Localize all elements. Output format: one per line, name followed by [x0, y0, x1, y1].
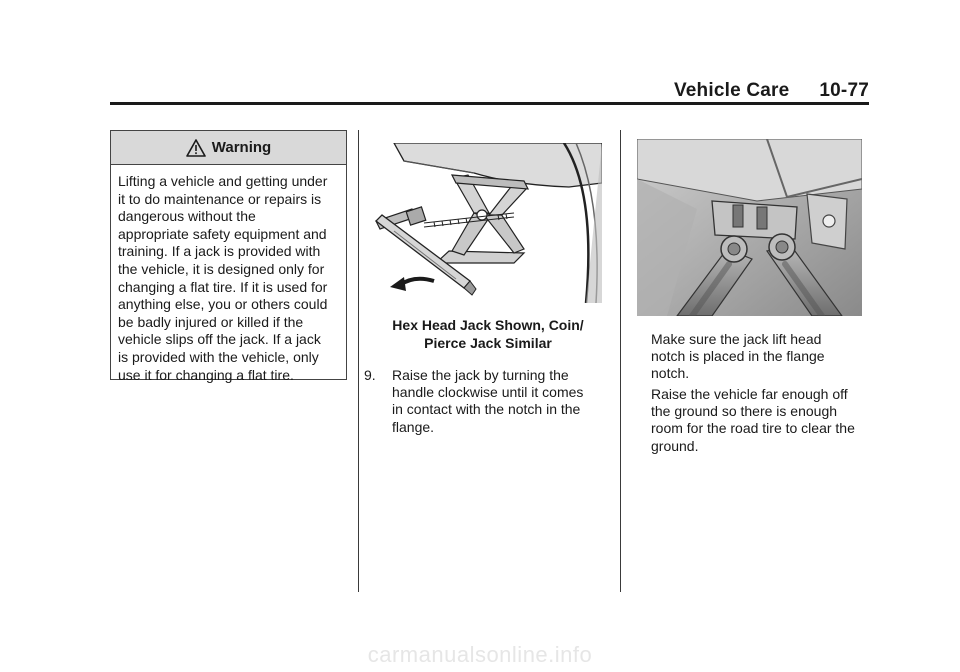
page-number: 10-77: [819, 80, 869, 101]
warning-line: be badly injured or killed if the: [118, 313, 304, 330]
step-9: [364, 367, 614, 436]
figure-caption: [366, 316, 610, 352]
jack-illustration: [364, 143, 602, 303]
step-line: in contact with the notch in the: [392, 401, 581, 418]
column-divider-1: [358, 130, 359, 592]
step-number: 9.: [364, 367, 376, 383]
warning-line: the vehicle, it is designed only for: [118, 260, 325, 277]
section-title: Vehicle Care: [673, 80, 790, 101]
warning-text: [111, 165, 346, 384]
warning-line: is provided with the vehicle, only: [118, 348, 319, 365]
para-line: Raise the vehicle far enough off: [651, 386, 848, 402]
jack-notch-photo: [637, 139, 862, 316]
rotation-arrow-icon: [390, 277, 434, 291]
warning-title: Warning: [211, 139, 272, 156]
para-line: Make sure the jack lift head: [651, 331, 822, 347]
warning-line: dangerous without the: [118, 208, 256, 225]
step-line: flange.: [392, 418, 435, 435]
warning-line: appropriate safety equipment and: [118, 225, 327, 242]
warning-line: Lifting a vehicle and getting under: [118, 173, 328, 189]
step-line: handle clockwise until it comes: [392, 384, 584, 401]
warning-header: [111, 131, 346, 165]
caption-line: Hex Head Jack Shown, Coin/: [392, 317, 584, 333]
warning-triangle-icon: [186, 139, 206, 157]
warning-line: changing a flat tire. If it is used for: [118, 278, 328, 295]
instruction-paragraph-1: [651, 331, 876, 383]
instruction-paragraph-2: [651, 386, 876, 455]
para-line: room for the road tire to clear the: [651, 420, 855, 437]
para-line: the ground so there is enough: [651, 403, 838, 420]
warning-line: training. If a jack is provided with: [118, 243, 321, 260]
step-line: Raise the jack by turning the: [392, 367, 569, 383]
page-header: [110, 80, 869, 104]
para-line: notch is placed in the flange: [651, 348, 825, 365]
para-line: ground.: [651, 437, 699, 454]
header-rule: [110, 102, 869, 105]
warning-line: anything else, you or others could: [118, 296, 328, 313]
para-line: notch.: [651, 365, 690, 382]
step-text: [392, 367, 614, 436]
warning-line: it to do maintenance or repairs is: [118, 190, 322, 207]
caption-line: Pierce Jack Similar: [424, 335, 552, 351]
warning-line: vehicle slips off the jack. If a jack: [118, 331, 321, 348]
watermark: carmanualsonline.info: [367, 642, 593, 667]
warning-line: use it for changing a flat tire.: [118, 366, 294, 383]
column-divider-2: [620, 130, 621, 592]
warning-box: [110, 130, 347, 383]
